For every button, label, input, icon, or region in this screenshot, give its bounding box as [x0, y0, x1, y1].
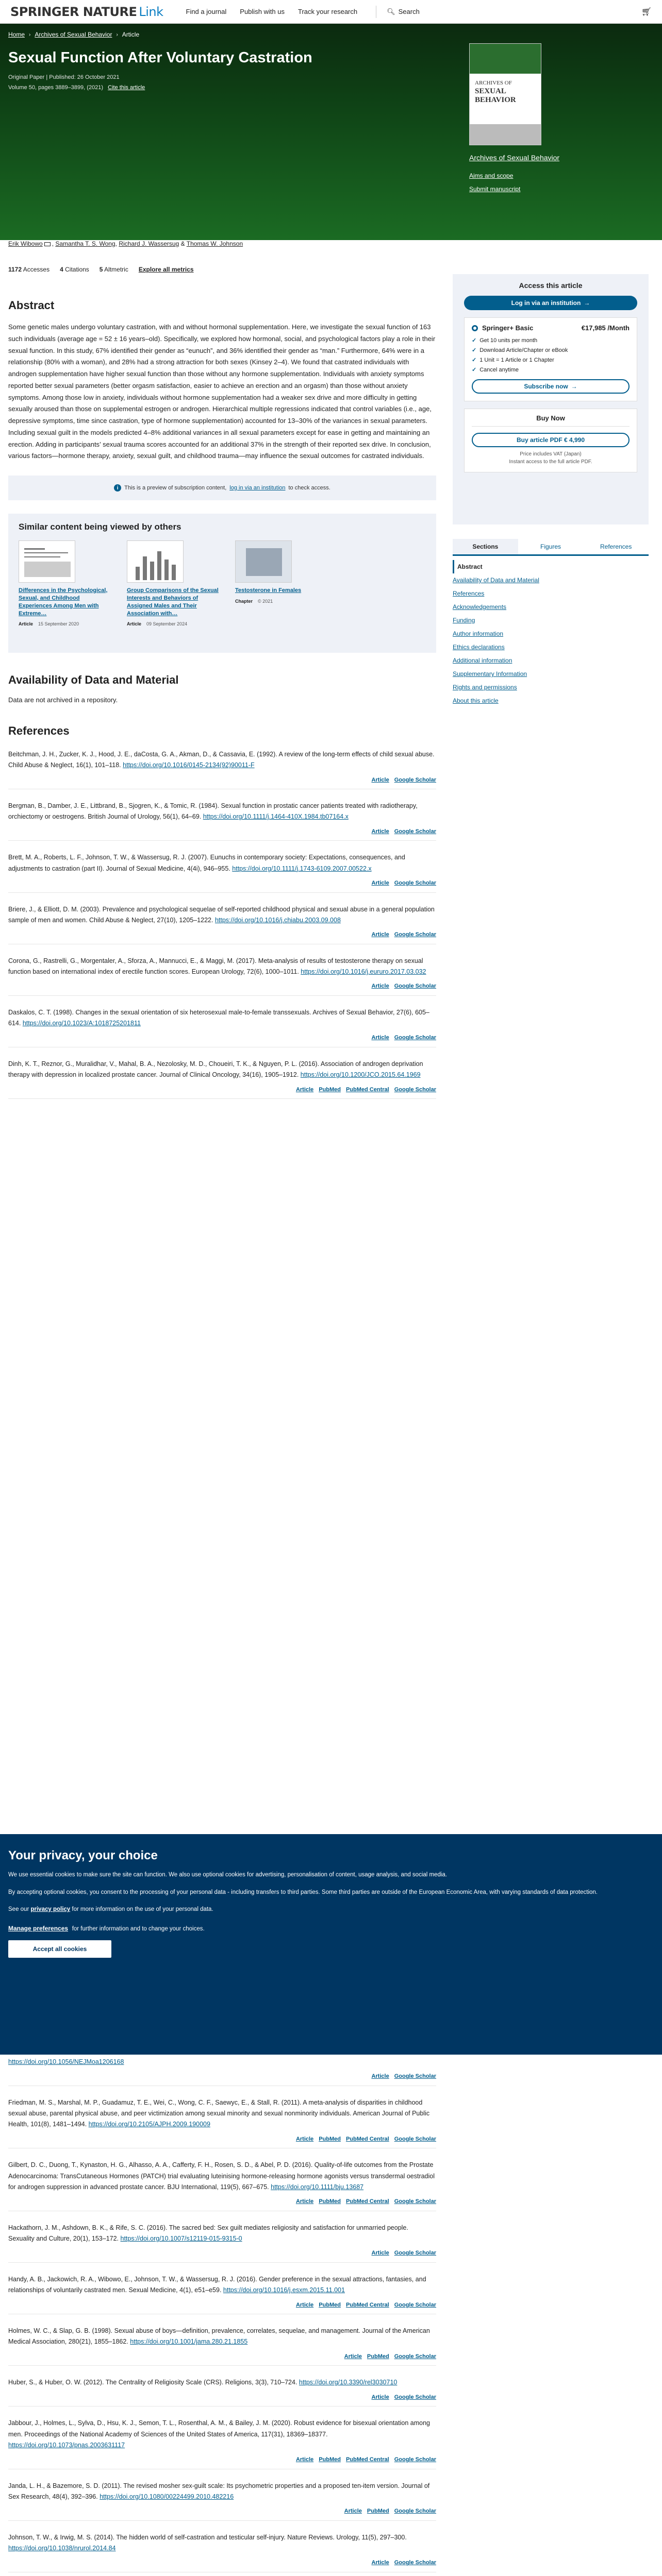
reference-text: Janda, L. H., & Bazemore, S. D. (2011). The revised mosher sex-guilt scale: Its psychometric properties and a proposed ten-item version. Journal of Sex Research, 48(4), 392–396. — [8, 2482, 430, 2500]
preview-text: This is a preview of subscription content, — [124, 485, 227, 491]
reference-divider — [8, 995, 436, 996]
reference-link-google-scholar[interactable]: Google Scholar — [394, 2250, 436, 2257]
submit-manuscript-link[interactable]: Submit manuscript — [469, 185, 521, 193]
reference-link-pubmed[interactable]: PubMed — [319, 2456, 341, 2463]
subscription-card — [464, 317, 637, 401]
reference-links — [8, 878, 436, 888]
reference-doi-link[interactable]: https://doi.org/10.1023/A:1018725201811 — [22, 1020, 141, 1027]
reference-item — [8, 2274, 436, 2314]
reference-text: Handy, A. B., Jackowich, R. A., Wibowo, E., Johnson, T. W., & Wassersug, R. J. (2016). Gender preference in the sexual attractions, fantasies, and relationships of voluntarily castrated men. Sexual Medicine, 4(1), e51–e59. — [8, 2276, 426, 2294]
main-content — [8, 286, 436, 1099]
reference-links — [8, 2506, 436, 2516]
reference-link-google-scholar[interactable]: Google Scholar — [394, 2353, 436, 2360]
reference-text: Holmes, W. C., & Slap, G. B. (1998). Sexual abuse of boys—definition, prevalence, correlates, sequelae, and management. Journal of the American Medical Association, 280(21), 1855–1862. — [8, 2327, 430, 2346]
cookie-banner — [0, 1834, 662, 2055]
reference-link-article[interactable]: Article — [371, 2073, 389, 2080]
cookie-text-1: We use essential cookies to make sure the site can function. We also use optional cookies for advertising, personalisation of content, usage analysis, and social media. — [8, 1872, 448, 1878]
aims-scope-link[interactable]: Aims and scope — [469, 172, 514, 179]
springer-link-logo[interactable] — [10, 5, 163, 19]
sidebar — [453, 274, 649, 707]
reference-links — [8, 2197, 436, 2207]
chevron-right-icon: › — [29, 31, 31, 38]
reference-text: Brett, M. A., Roberts, L. F., Johnson, T. W., & Wassersug, R. J. (2007). Eunuchs in contemporary society: Expectations, consequences, and adjustments to castration (part II). Journal of Sexual Medicine, 4(4i), 946–955. — [8, 854, 405, 872]
section-link[interactable]: Availability of Data and Material — [453, 577, 539, 584]
reference-text: Daskalos, C. T. (1998). Changes in the sexual orientation of six heterosexual male-to-female transsexuals. Archives of Sexual Behavior, 27(6), 605–614. — [8, 1008, 429, 1027]
reference-link-article[interactable]: Article — [295, 2198, 314, 2205]
access-heading: Access this article — [519, 281, 583, 290]
plan-price: €17,985 /Month — [581, 324, 630, 332]
reference-divider — [8, 1098, 436, 1099]
abstract-heading: Abstract — [8, 299, 55, 312]
reference-item — [8, 749, 436, 789]
manage-preferences-link[interactable]: Manage preferences — [8, 1924, 69, 1932]
reference-link-article[interactable]: Article — [371, 2394, 389, 2400]
reference-link-google-scholar[interactable]: Google Scholar — [394, 2136, 436, 2142]
search-label: Search — [398, 8, 420, 15]
breadcrumb-current: Article — [122, 31, 140, 38]
reference-item — [8, 956, 436, 996]
reference-doi-link[interactable]: https://doi.org/10.1073/pnas.2003631117 — [8, 2441, 125, 2449]
cookie-text-3: See our privacy policy for more information on the use of your personal data. — [8, 1906, 213, 1913]
feature-item: ✓ Get 10 units per month — [472, 337, 538, 344]
reference-item — [8, 2481, 436, 2521]
reference-item — [8, 2097, 436, 2148]
feature-item: ✓ Download Article/Chapter or eBook — [472, 347, 568, 353]
reference-doi-link[interactable]: https://doi.org/10.1111/bju.13687 — [271, 2183, 364, 2191]
reference-link-google-scholar[interactable]: Google Scholar — [394, 2456, 436, 2463]
buy-pdf-button[interactable] — [472, 433, 630, 447]
accept-all-cookies-button[interactable]: Accept all cookies — [8, 1940, 111, 1958]
availability-heading: Availability of Data and Material — [8, 673, 179, 686]
reference-link-article[interactable]: Article — [295, 2456, 314, 2463]
reference-item — [8, 2418, 436, 2469]
subscription-preview-notice — [8, 476, 436, 500]
reference-link-pubmed[interactable]: PubMed — [319, 1086, 341, 1093]
reference-link-article[interactable]: Article — [295, 2301, 314, 2308]
reference-link-article[interactable]: Article — [371, 2560, 389, 2566]
reference-text: Dinh, K. T., Reznor, G., Muralidhar, V., Mahal, B. A., Nezolosky, M. D., Choueiri, T. K., & Nguyen, P. L. (2016). Association of androgen deprivation therapy with depression in localized prostate cancer. Journal of Clinical Oncology, 34(16), 1905–1912. — [8, 1060, 423, 1079]
subscribe-label: Subscribe now — [524, 383, 568, 390]
reference-link-pubmed-central[interactable]: PubMed Central — [345, 2301, 389, 2308]
accesses-metric: 1172 Accesses — [8, 266, 50, 273]
reference-text: Corona, G., Rastrelli, G., Morgentaler, A., Sforza, A., Mannucci, E., & Maggi, M. (2017). Meta-analysis of results of testosterone therapy on sexual function based on international index of erectile function scores. European Urology, 72(6), 1000–1011. — [8, 957, 423, 975]
reference-links — [8, 2134, 436, 2144]
reference-doi-link[interactable]: https://doi.org/10.1001/jama.280.21.1855 — [130, 2338, 248, 2346]
reference-item — [8, 1059, 436, 1099]
institution-login-link[interactable]: log in via an institution — [229, 485, 286, 491]
reference-item — [8, 2223, 436, 2263]
reference-link-article[interactable]: Article — [371, 828, 389, 835]
reference-links — [8, 2300, 436, 2310]
reference-link-pubmed[interactable]: PubMed — [367, 2508, 389, 2515]
chevron-right-icon: › — [116, 31, 118, 38]
reference-link-article[interactable]: Article — [344, 2353, 362, 2360]
reference-doi-link[interactable]: https://doi.org/10.1056/NEJMoa1206168 — [8, 2058, 124, 2065]
instant-access-note: Instant access to the full article PDF. — [509, 459, 592, 465]
reference-link-google-scholar[interactable]: Google Scholar — [394, 931, 436, 938]
check-icon: ✓ — [472, 347, 477, 353]
breadcrumb-journal[interactable]: Archives of Sexual Behavior — [35, 31, 112, 38]
reference-item — [8, 2057, 436, 2086]
reference-links — [8, 1085, 436, 1095]
reference-links — [8, 775, 436, 785]
reference-link-article[interactable]: Article — [371, 879, 389, 886]
vat-note: Price includes VAT (Japan) — [520, 451, 582, 457]
article-metrics — [8, 266, 194, 273]
reference-link-pubmed-central[interactable]: PubMed Central — [345, 1086, 389, 1093]
reference-link-pubmed[interactable]: PubMed — [319, 2198, 341, 2205]
journal-name-link[interactable]: Archives of Sexual Behavior — [469, 154, 560, 162]
reference-doi-link[interactable]: https://doi.org/10.1007/s12119-015-9315-0 — [120, 2235, 242, 2243]
top-navigation-bar — [0, 0, 662, 24]
similar-meta: Article 09 September 2024 — [127, 621, 188, 627]
altmetric-metric: 5 Altmetric — [99, 266, 128, 273]
author-link[interactable]: Samantha T. S. Wong — [55, 240, 115, 247]
breadcrumb — [8, 31, 441, 38]
references-list-continued — [8, 2055, 436, 2576]
reference-link-pubmed[interactable]: PubMed — [367, 2353, 389, 2360]
reference-links — [8, 1033, 436, 1043]
reference-doi-link[interactable]: https://doi.org/10.1200/JCO.2015.64.1969 — [300, 1071, 421, 1079]
reference-link-article[interactable]: Article — [371, 1035, 389, 1041]
reference-link-google-scholar[interactable]: Google Scholar — [394, 2301, 436, 2308]
section-link[interactable]: About this article — [453, 697, 499, 704]
similar-title[interactable]: Differences in the Psychological, Sexual, and Childhood Experiences Among Men with Extreme… — [19, 587, 108, 617]
plan-name: Springer+ Basic — [482, 324, 534, 332]
reference-item — [8, 1007, 436, 1047]
tab-references[interactable]: References — [600, 543, 632, 550]
reference-divider — [8, 840, 436, 841]
section-link[interactable]: References — [453, 590, 485, 597]
reference-doi-link[interactable]: https://doi.org/10.1111/j.1464-410X.1984.tb07164.x — [203, 813, 349, 821]
tab-sections[interactable]: Sections — [453, 539, 518, 554]
reference-item — [8, 904, 436, 944]
reference-links — [8, 930, 436, 940]
privacy-policy-link[interactable]: privacy policy — [30, 1906, 71, 1913]
journal-cover-image[interactable] — [469, 43, 541, 145]
reference-doi-link[interactable]: https://doi.org/10.1080/00224499.2010.482216 — [100, 2493, 234, 2500]
similar-title[interactable]: Testosterone in Females — [235, 587, 302, 594]
section-link[interactable]: Abstract — [453, 560, 649, 573]
cookie-text-2: By accepting optional cookies, you consent to the processing of your personal data - including transfers to third parties. Some third parties are outside of the European Economic Area, with varying standards of data protection. — [8, 1889, 598, 1895]
section-link[interactable]: Additional information — [453, 657, 512, 664]
reference-text: Jabbour, J., Holmes, L., Sylva, D., Hsu, K. J., Semon, T. L., Rosenthal, A. M., & Bailey, J. M. (2020). Robust evidence for bisexual orientation among men. Proceedings of the National Academy of Sciences of the United States of America, 117(31), 18369–18377. — [8, 2419, 430, 2438]
cover-bottom-band — [470, 124, 541, 145]
reference-links — [8, 2393, 436, 2402]
section-link[interactable]: Supplementary Information — [453, 670, 527, 677]
preview-suffix: to check access. — [288, 485, 330, 491]
section-link[interactable]: Author information — [453, 630, 504, 637]
reference-text: Briere, J., & Elliott, D. M. (2003). Prevalence and psychological sequelae of self-reported childhood physical and sexual abuse in a general population sample of men and women. Child Abuse & Neglect, 27(10), 1205–1222. — [8, 905, 435, 924]
reference-links — [8, 2558, 436, 2568]
buy-now-card — [464, 409, 637, 472]
cart-icon[interactable]: 🛒︎ — [641, 7, 652, 16]
reference-doi-link[interactable]: https://doi.org/10.1016/j.eururo.2017.03.032 — [301, 968, 426, 975]
reference-link-article[interactable]: Article — [295, 2136, 314, 2142]
manage-preferences-text: for further information and to change your choices. — [72, 1925, 205, 1932]
reference-link-google-scholar[interactable]: Google Scholar — [394, 1035, 436, 1041]
reference-links — [8, 981, 436, 991]
reference-doi-link[interactable]: https://doi.org/10.1016/j.esxm.2015.11.001 — [223, 2286, 345, 2294]
section-links — [453, 560, 649, 707]
reference-link-google-scholar[interactable]: Google Scholar — [394, 983, 436, 990]
reference-links — [8, 2248, 436, 2258]
cover-band — [470, 44, 541, 74]
reference-item — [8, 801, 436, 841]
article-type-published: Original Paper | Published: 26 October 2021 — [8, 74, 120, 81]
reference-text: Hackathorn, J. M., Ashdown, B. K., & Rife, S. C. (2016). The sacred bed: Sex guilt mediates religiosity and satisfaction for unmarried people. Sexuality and Culture, 20(1), 153–172. — [8, 2224, 408, 2243]
feature-item: ✓ Cancel anytime — [472, 366, 519, 373]
access-box — [453, 274, 649, 524]
check-icon: ✓ — [472, 357, 477, 363]
reference-doi-link[interactable]: https://doi.org/10.1016/0145-2134(92)90011-F — [123, 761, 255, 769]
section-link[interactable]: Rights and permissions — [453, 684, 517, 691]
similar-meta: Chapter © 2021 — [235, 598, 273, 604]
reference-item — [8, 2326, 436, 2366]
similar-card[interactable] — [19, 540, 111, 626]
cookie-heading: Your privacy, your choice — [8, 1849, 158, 1862]
arrow-right-icon: → — [584, 299, 590, 307]
reference-text: Bergman, B., Damber, J. E., Littbrand, B., Sjogren, K., & Tomic, R. (1984). Sexual function in prostatic cancer patients treated with radiotherapy, orchiectomy or oestrogens. British Journal of Urology, 56(1), 64–69. — [8, 802, 418, 821]
check-icon: ✓ — [472, 337, 477, 344]
arrow-right-icon: → — [571, 383, 577, 390]
logo-link-text: Link — [139, 4, 163, 19]
check-icon: ✓ — [472, 367, 477, 373]
reference-links — [8, 2072, 436, 2081]
reference-divider — [8, 2365, 436, 2366]
similar-card[interactable] — [127, 540, 220, 626]
reference-item — [8, 2160, 436, 2211]
article-volume-line — [8, 84, 441, 91]
reference-links — [8, 2455, 436, 2465]
nav-find-journal[interactable]: Find a journal — [186, 8, 227, 15]
similar-content-panel — [8, 514, 436, 653]
reference-doi-link[interactable]: https://doi.org/10.1038/nrurol.2014.84 — [8, 2545, 116, 2552]
similar-meta: Article 15 September 2020 — [19, 621, 79, 627]
search-icon: 🔍︎ — [387, 7, 395, 15]
reference-text: Friedman, M. S., Marshal, M. P., Guadamuz, T. E., Wei, C., Wong, C. F., Saewyc, E., & Stall, R. (2011). A meta-analysis of disparities in childhood sexual abuse, parental physical abuse, and peer victimization among sexual minority and sexual nonminority individuals. American Journal of Public Health, 101(8), 1481–1494. — [8, 2098, 430, 2128]
logo-main-text: SPRINGER NATURE — [10, 4, 137, 19]
reference-doi-link[interactable]: https://doi.org/10.3390/rel3030710 — [299, 2379, 398, 2386]
author-link[interactable]: Richard J. Wassersug — [119, 240, 179, 247]
reference-link-article[interactable]: Article — [344, 2508, 362, 2515]
volume-text: Volume 50, pages 3889–3899, (2021) — [8, 84, 104, 91]
cite-article-link[interactable]: Cite this article — [108, 84, 145, 91]
similar-heading: Similar content being viewed by others — [19, 522, 181, 532]
feature-item: ✓ 1 Unit = 1 Article or 1 Chapter — [472, 357, 554, 363]
info-icon: i — [114, 484, 121, 492]
reference-link-article[interactable]: Article — [371, 931, 389, 938]
reference-doi-link[interactable]: https://doi.org/10.1016/j.chiabu.2003.09.008 — [214, 916, 341, 924]
reference-item — [8, 852, 436, 892]
article-hero — [0, 24, 662, 240]
reference-link-pubmed-central[interactable]: PubMed Central — [345, 2456, 389, 2463]
reference-link-pubmed-central[interactable]: PubMed Central — [345, 2198, 389, 2205]
buy-now-heading: Buy Now — [472, 414, 630, 427]
article-thumbnail — [19, 540, 75, 583]
tab-figures[interactable]: Figures — [540, 543, 561, 550]
radio-selected-icon[interactable] — [472, 325, 478, 331]
login-button-label: Log in via an institution — [511, 299, 581, 307]
author-link[interactable]: Erik Wibowo — [8, 240, 43, 247]
abstract-text: Some genetic males undergo voluntary castration, with and without hormonal supplementation. Here, we investigate the sexual function of 163 such individuals (average age = 52 ± 16 years–old). Specifically, we explored how hormonal, social, and psychological factors play a role in their sexual function. In this study, 67% identified their gender as “eunuch”, and 36% identified their gender as “man.” Furthermore, 64% were in a relationship (80% with a woman), and 28% had a strong attraction for both sexes (Kinsey 2–4). We found that castrated individuals with androgen supplementation have higher sexual function than those without any hormone supplementation. Individuals with anxiety symptoms reported better sexual parameters (better orgasm satisfaction, easier to achieve an erection and an orgasm) than those without anxiety symptoms. Among those low in anxiety, individuals without hormone supplementation had a weaker sex drive and more difficulty in getting sexually aroused than those on supplemental estrogen or androgen. Hierarchical multiple regressions indicated that control variables (i.e., age, depressive symptoms, time since castration, type of hormone supplementation) accounted for 13–30% of the variances in sexual parameters. Including sexual guilt in the models predicted 4–8% additional variances in all sexual parameters except for ease in getting and maintaining an erection. Adding in participants’ sexual trauma scores accounted for an additional 37% in the strength of their reported sex drive. In conclusion, various factors—hormone therapy, anxiety, sexual guilt, and childhood trauma—may influence the sexual outcomes for castrated individuals. — [8, 323, 436, 460]
article-title: Sexual Function After Voluntary Castration — [8, 49, 312, 66]
subscribe-button[interactable] — [472, 379, 630, 394]
plan-features — [472, 337, 630, 373]
section-link[interactable]: Ethics declarations — [453, 643, 505, 651]
reference-link-google-scholar[interactable]: Google Scholar — [394, 2508, 436, 2515]
search-trigger[interactable] — [376, 6, 420, 18]
reference-text: Huber, S., & Huber, O. W. (2012). The Centrality of Religiosity Scale (CRS). Religions, 3(3), 710–724. — [8, 2379, 299, 2386]
reference-item — [8, 2532, 436, 2572]
reference-link-google-scholar[interactable]: Google Scholar — [394, 776, 436, 783]
article-thumbnail — [127, 540, 184, 583]
reference-links — [8, 2352, 436, 2362]
references-list — [8, 749, 436, 1099]
chapter-thumbnail — [235, 540, 292, 583]
section-link[interactable]: Funding — [453, 617, 475, 624]
reference-link-google-scholar[interactable]: Google Scholar — [394, 879, 436, 886]
reference-link-pubmed-central[interactable]: PubMed Central — [345, 2136, 389, 2142]
reference-link-google-scholar[interactable]: Google Scholar — [394, 2560, 436, 2566]
availability-text: Data are not archived in a repository. — [8, 696, 118, 704]
reference-divider — [8, 892, 436, 893]
reference-link-article[interactable]: Article — [371, 776, 389, 783]
top-nav — [186, 8, 358, 15]
reference-link-google-scholar[interactable]: Google Scholar — [394, 828, 436, 835]
reference-text: Johnson, T. W., & Irwig, M. S. (2014). The hidden world of self-castration and testicular self-injury. Nature Reviews. Urology, 11(5), 297–300. — [8, 2533, 407, 2541]
cover-title-text: SEXUAL BEHAVIOR — [475, 87, 516, 104]
reference-divider — [8, 2262, 436, 2263]
section-link[interactable]: Acknowledgements — [453, 603, 507, 611]
reference-link-google-scholar[interactable]: Google Scholar — [394, 2073, 436, 2080]
reference-link-article[interactable]: Article — [371, 2250, 389, 2257]
reference-link-google-scholar[interactable]: Google Scholar — [394, 2394, 436, 2400]
author-link[interactable]: Thomas W. Johnson — [186, 240, 243, 247]
author-list: Erik Wibowo , Samantha T. S. Wong, Richard J. Wassersug & Thomas W. Johnson — [8, 240, 243, 247]
reference-link-article[interactable]: Article — [295, 1086, 314, 1093]
references-heading: References — [8, 724, 70, 737]
reference-text: Beitchman, J. H., Zucker, K. J., Hood, J. E., daCosta, G. A., Akman, D., & Cassavia, E. (1992). A review of the long-term effects of child sexual abuse. Child Abuse & Neglect, 16(1), 101–118. — [8, 751, 435, 769]
reference-divider — [8, 2520, 436, 2521]
reference-text: Gilbert, D. C., Duong, T., Kynaston, H. G., Alhasso, A. A., Cafferty, F. H., Rosen, S. D., & Abel, P. D. (2016). Quality-of-life outcomes from the Prostate Adenocarcinoma: TransCutaneous Hormones (PATCH) trial evaluating luteinising hormone-releasing hormone agonists versus transdermal oestradiol for androgen suppression in advanced prostate cancer. BJU International, 119(5), 667–675. — [8, 2161, 435, 2191]
citations-metric: 4 Citations — [60, 266, 89, 273]
explore-metrics-link[interactable]: Explore all metrics — [138, 266, 194, 273]
email-icon[interactable] — [44, 242, 51, 246]
reference-doi-link[interactable]: https://doi.org/10.1111/j.1743-6109.2007.00522.x — [232, 865, 372, 872]
similar-card[interactable] — [235, 540, 328, 626]
nav-publish[interactable]: Publish with us — [240, 8, 285, 15]
similar-title[interactable]: Group Comparisons of the Sexual Interests and Behaviors of Assigned Males and Their Association with… — [127, 587, 219, 617]
sidebar-tabs — [453, 539, 649, 556]
nav-track-research[interactable]: Track your research — [298, 8, 358, 15]
reference-links — [8, 827, 436, 837]
cover-top-text: ARCHIVES OF — [475, 80, 512, 86]
reference-link-google-scholar[interactable]: Google Scholar — [394, 1086, 436, 1093]
reference-link-pubmed[interactable]: PubMed — [319, 2301, 341, 2308]
breadcrumb-home[interactable]: Home — [8, 31, 25, 38]
reference-link-article[interactable]: Article — [371, 983, 389, 990]
reference-doi-link[interactable]: https://doi.org/10.2105/AJPH.2009.190009 — [88, 2121, 210, 2128]
reference-link-google-scholar[interactable]: Google Scholar — [394, 2198, 436, 2205]
buy-label: Buy article PDF € 4,990 — [516, 436, 585, 444]
reference-item — [8, 2377, 436, 2406]
institution-login-button[interactable] — [464, 296, 637, 310]
reference-link-pubmed[interactable]: PubMed — [319, 2136, 341, 2142]
